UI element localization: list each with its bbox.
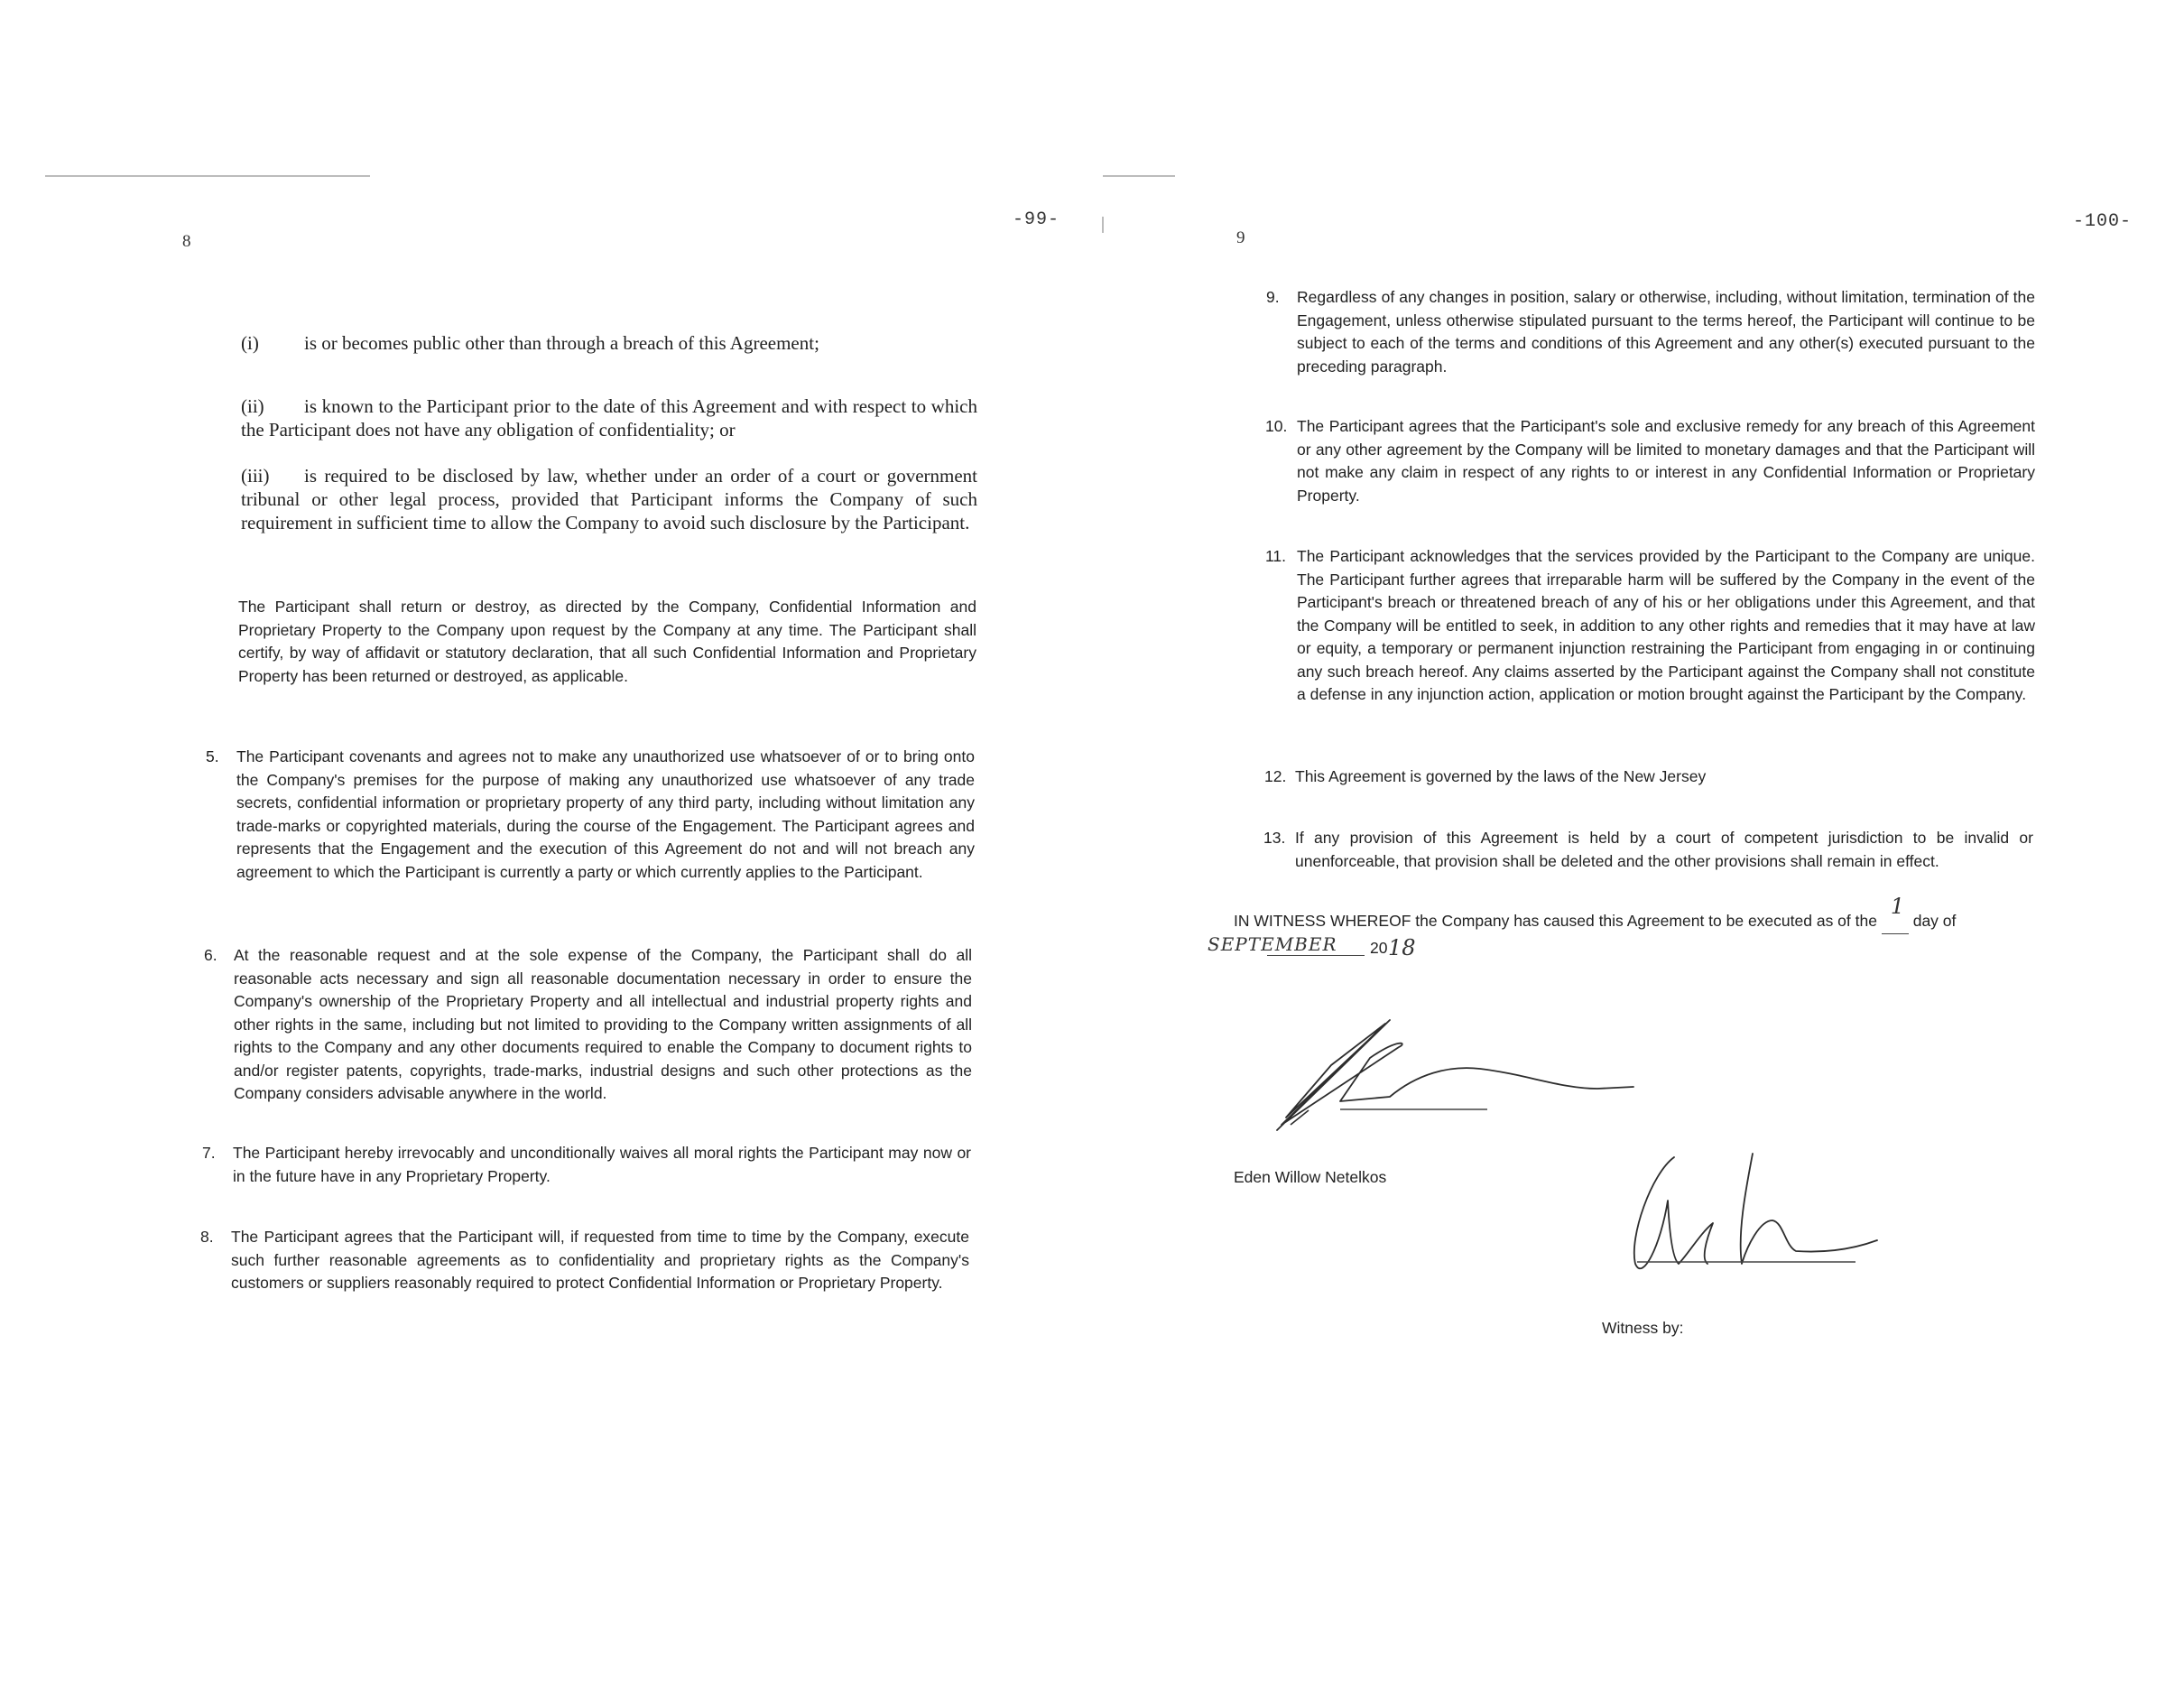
- clause-number: 6.: [204, 946, 217, 964]
- subclause-label: (i): [241, 332, 259, 354]
- subclause-text: is known to the Participant prior to the date of this Agreement and with respect to which the Participant does not have any obligation of confidentiality; or: [241, 395, 977, 441]
- handwritten-day: 1: [1890, 894, 1905, 919]
- subclause-label: (iii): [241, 465, 270, 487]
- scan-artifact-line: [45, 175, 370, 177]
- clause-number: 7.: [202, 1144, 216, 1162]
- subclause-i: [241, 331, 977, 355]
- page-header: -100-: [2073, 211, 2133, 232]
- clause-9-text: Regardless of any changes in position, salary or otherwise, including, without limitation, termination of the Engagement, unless otherwise stipulated pursuant to the terms hereof, the Participant will continue to be subject to each of the terms and conditions of this Agreement and any other(s) executed pursuant to the preceding paragraph.: [1297, 288, 2035, 376]
- page-number: 9: [1236, 228, 1245, 247]
- witness-clause: [1234, 894, 2172, 934]
- clause-12-text: This Agreement is governed by the laws of the New Jersey: [1295, 767, 1707, 785]
- clause-number: 9.: [1266, 288, 1280, 306]
- witness-label: Witness by:: [1602, 1319, 1684, 1337]
- subclause-text: is or becomes public other than through a breach of this Agreement;: [304, 332, 819, 354]
- clause-11-text: The Participant acknowledges that the services provided by the Participant to the Company are unique. The Participant further agrees that irreparable harm will be suffered by the Company in the event of the Participant's breach or threatened breach of any of his or her obligations under this Agreement, and that the Company will be entitled to seek, in addition to any other rights and remedies that it may have at law or equity, a temporary or permanent injunction restraining the Participant from engaging in or continuing any such breach hereof. Any claims asserted by the Participant against the Company shall not constitute a defense in any injunction action, application or motion brought against the Participant by the Company.: [1297, 547, 2035, 703]
- page-number: 8: [182, 232, 191, 251]
- date-line: [1208, 933, 1569, 966]
- handwritten-month: SEPTEMBER: [1208, 933, 1337, 955]
- clause-number: 8.: [200, 1228, 214, 1246]
- clause-10-text: The Participant agrees that the Participant's sole and exclusive remedy for any breach of this Agreement or any other agreement by the Company will be limited to monetary damages and that the Participant will not make any claim in respect of any rights to or interest in any Confidential Information or Proprietary Property.: [1297, 417, 2035, 505]
- scan-artifact-tick: [1102, 217, 1104, 233]
- clause-5-text: The Participant covenants and agrees not to make any unauthorized use whatsoever of or to bring onto the Company's premises for the purpose of making any unauthorized use whatsoever of any trade secrets, confidential information or proprietary property of any third party, including without limitation any trade-marks or copyrighted materials, during the course of the Engagement. The Participant agrees and represents that the Engagement and the execution of this Agreement do not and will not breach any agreement to which the Participant is currently a party or which currently applies to the Participant.: [236, 747, 975, 881]
- clause-7-text: The Participant hereby irrevocably and unconditionally waives all moral rights the Participant may now or in the future have in any Proprietary Property.: [233, 1144, 971, 1185]
- scan-artifact-line: [1103, 175, 1175, 177]
- company-signature: [1182, 1011, 1760, 1146]
- clause-6-text: At the reasonable request and at the sole expense of the Company, the Participant shall do all reasonable acts necessary and sign all reasonable documentation necessary in order to ensure the Company's ownership of the Proprietary Property and all intellectual and industrial property rights and other rights in the same, including but not limited to providing to the Company written assignments of all rights to the Company and any other documents required to enable the Company to document rights to and/or register patents, copyrights, trade-marks, industrial designs and such other protections as the Company considers advisable anywhere in the world.: [234, 946, 972, 1102]
- signatory-name: Eden Willow Netelkos: [1234, 1168, 1387, 1186]
- day-blank: [1882, 894, 1909, 934]
- witness-clause-prefix: IN WITNESS WHEREOF the Company has caused this Agreement to be executed as of the: [1234, 912, 1877, 930]
- clause-number: 11.: [1265, 547, 1287, 565]
- handwritten-year: 18: [1388, 935, 1416, 960]
- clause-number: 10.: [1265, 417, 1288, 435]
- page-header: -99-: [1013, 209, 1060, 230]
- clause-number: 13.: [1263, 829, 1286, 847]
- subclause-ii: [241, 394, 977, 441]
- witness-clause-day-suffix: day of: [1912, 912, 1957, 930]
- clause-number: 5.: [206, 747, 219, 765]
- clause-13-text: If any provision of this Agreement is held by a court of competent jurisdiction to be invalid or unenforceable, that provision shall be deleted and the other provisions shall remain in effect.: [1295, 829, 2033, 870]
- clause-8-text: The Participant agrees that the Participant will, if requested from time to time by the Company, execute such further reasonable agreements as to confidentiality and proprietary rights as the Company's customers or suppliers reasonably required to protect Confidential Information or Proprietary Property.: [231, 1228, 969, 1292]
- year-prefix: 20: [1370, 939, 1388, 957]
- subclause-iii: [241, 464, 977, 534]
- subclause-text: is required to be disclosed by law, whether under an order of a court or government tribunal or other legal process, provided that Participant informs the Company of such requirement in sufficient time to allow the Company to avoid such disclosure by the Participant.: [241, 465, 977, 533]
- return-paragraph: The Participant shall return or destroy, as directed by the Company, Confidential Information and Proprietary Property to the Company upon request by the Company at any time. The Participant shall certify, by way of affidavit or statutory declaration, that all such Confidential Information and Proprietary Property has been returned or destroyed, as applicable.: [238, 598, 976, 685]
- clause-number: 12.: [1264, 767, 1287, 785]
- subclause-label: (ii): [241, 395, 264, 417]
- right-page: [1092, 0, 2184, 1688]
- month-blank: [1267, 955, 1365, 956]
- witness-signature: [1579, 1146, 2049, 1282]
